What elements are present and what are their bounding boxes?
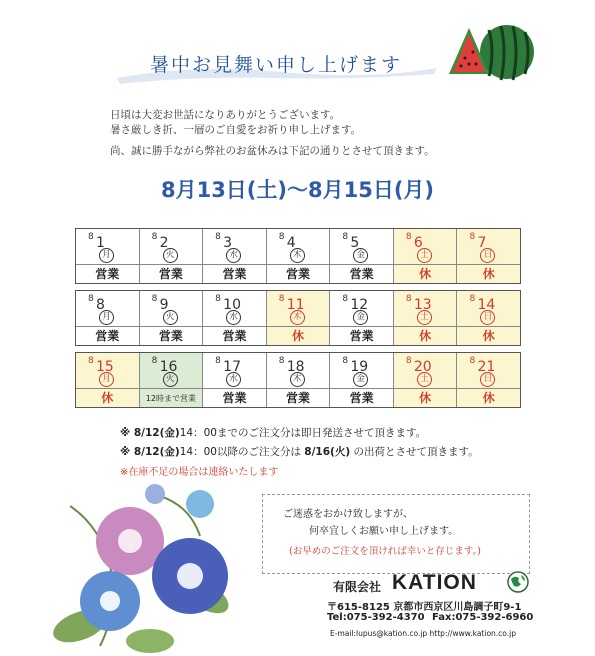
day-number: 19	[350, 359, 369, 375]
calendar-day	[393, 291, 457, 345]
day-number: 3	[223, 235, 233, 251]
day-month: 8	[342, 294, 349, 304]
day-month: 8	[215, 294, 221, 304]
day-status: 休	[292, 329, 305, 343]
calendar-day	[76, 229, 139, 283]
company-contact-web: E-mail:lupus@kation.co.jp http://www.kation.co.jp	[330, 629, 516, 638]
calendar-day	[76, 291, 139, 345]
day-number: 1	[96, 235, 105, 251]
day-header	[457, 291, 520, 327]
day-month: 8	[215, 356, 221, 366]
day-header	[140, 291, 203, 327]
holiday-period-banner: 8月13日(土)～8月15日(月)	[160, 178, 435, 202]
day-header	[330, 229, 393, 265]
day-number: 18	[286, 359, 305, 375]
day-status: 営業	[222, 267, 247, 281]
day-header	[267, 353, 330, 389]
day-number: 14	[477, 297, 496, 313]
weekday-badge: 水	[226, 248, 241, 263]
message-line-3: (お早めのご注文を頂ければ幸いと存じます。)	[289, 546, 481, 557]
day-month: 8	[151, 294, 158, 304]
calendar-day	[266, 353, 330, 407]
weekday-badge: 木	[290, 372, 305, 387]
day-status: 12時まで営業	[145, 394, 196, 403]
day-month: 8	[405, 294, 412, 304]
day-month: 8	[151, 232, 158, 242]
day-number: 16	[159, 359, 178, 375]
note-ship-date: 8/16(火)	[304, 446, 351, 458]
day-status: 休	[101, 391, 114, 405]
calendar-day	[329, 353, 393, 407]
day-number: 20	[413, 359, 432, 375]
day-status: 営業	[158, 267, 183, 281]
calendar-week	[75, 290, 521, 346]
day-header	[330, 353, 393, 389]
day-month: 8	[342, 232, 349, 242]
day-header	[76, 353, 139, 389]
weekday-badge: 日	[480, 248, 495, 263]
weekday-badge: 月	[99, 372, 114, 387]
calendar-day	[456, 229, 520, 283]
day-header	[394, 291, 457, 327]
calendar-day	[329, 291, 393, 345]
day-month: 8	[405, 232, 412, 242]
page-title: 暑中お見舞い申し上げます	[150, 54, 403, 76]
day-month: 8	[215, 232, 221, 242]
day-number: 4	[286, 235, 296, 251]
day-status: 休	[419, 267, 432, 281]
day-month: 8	[469, 294, 476, 304]
calendar-day	[456, 291, 520, 345]
calendar-day	[393, 353, 457, 407]
company-address: 〒615-8125 京都市西京区川島調子町9-1	[327, 602, 522, 613]
day-status: 営業	[95, 267, 120, 281]
day-number: 8	[96, 297, 105, 313]
weekday-badge: 水	[226, 372, 241, 387]
calendar-day	[202, 229, 266, 283]
message-line-2: 何卒宜しくお願い申し上げます。	[309, 526, 459, 537]
day-month: 8	[88, 356, 94, 366]
day-number: 17	[223, 359, 241, 375]
day-status: 営業	[286, 267, 311, 281]
day-header	[394, 353, 457, 389]
weekday-badge: 火	[163, 248, 178, 263]
day-status: 営業	[158, 329, 183, 343]
note-text: 14：00までのご注文分は即日発送させて頂きます。	[179, 427, 427, 439]
calendar-day	[202, 353, 266, 407]
day-month: 8	[342, 356, 349, 366]
day-header	[203, 291, 266, 327]
calendar-day	[139, 291, 203, 345]
calendar-day	[456, 353, 520, 407]
company-phone: Tel:075-392-4370	[327, 612, 425, 623]
note-text: の出荷とさせて頂きます。	[350, 446, 479, 458]
day-number: 10	[223, 297, 241, 313]
note-text: 14：00以降のご注文分は	[179, 446, 305, 458]
day-status: 営業	[349, 267, 374, 281]
weekday-badge: 火	[163, 310, 178, 325]
calendar-day	[266, 291, 330, 345]
day-status: 営業	[349, 329, 374, 343]
day-header	[76, 291, 139, 327]
day-status: 休	[419, 391, 432, 405]
weekday-badge: 日	[480, 310, 495, 325]
shipping-note-2	[120, 444, 479, 459]
day-header	[330, 291, 393, 327]
calendar-day	[393, 229, 457, 283]
weekday-badge: 日	[480, 372, 495, 387]
day-status: 営業	[222, 329, 247, 343]
weekday-badge: 火	[163, 372, 178, 387]
calendar-day	[202, 291, 266, 345]
day-number: 9	[159, 297, 169, 313]
globe-logo-icon	[506, 570, 530, 594]
day-number: 5	[350, 235, 360, 251]
day-month: 8	[469, 356, 476, 366]
day-number: 15	[96, 359, 114, 375]
note-date: ※ 8/12(金)	[120, 446, 180, 458]
day-header	[140, 229, 203, 265]
greeting-line-2: 暑さ厳しき折、一層のご自愛をお祈り申し上げます。	[110, 124, 362, 136]
weekday-badge: 金	[353, 372, 368, 387]
day-status: 営業	[95, 329, 120, 343]
day-header	[203, 353, 266, 389]
day-number: 2	[159, 235, 169, 251]
day-number: 7	[477, 235, 487, 251]
day-month: 8	[405, 356, 412, 366]
weekday-badge: 金	[353, 310, 368, 325]
weekday-badge: 土	[417, 248, 432, 263]
day-header	[203, 229, 266, 265]
day-month: 8	[278, 294, 285, 304]
day-status: 休	[482, 329, 495, 343]
day-month: 8	[278, 232, 285, 242]
day-number: 13	[413, 297, 432, 313]
calendar-day	[139, 353, 203, 407]
weekday-badge: 木	[290, 248, 305, 263]
weekday-badge: 月	[99, 248, 114, 263]
day-month: 8	[151, 356, 158, 366]
day-number: 11	[286, 297, 305, 313]
day-status: 休	[419, 329, 432, 343]
company-name: KATION	[392, 571, 477, 594]
weekday-badge: 木	[290, 310, 305, 325]
company-type-label: 有限会社	[333, 580, 382, 594]
day-number: 12	[350, 297, 369, 313]
day-header	[267, 229, 330, 265]
calendar-week	[75, 228, 521, 284]
day-month: 8	[278, 356, 285, 366]
weekday-badge: 水	[226, 310, 241, 325]
calendar-day	[266, 229, 330, 283]
stock-note: ※在庫不足の場合は連絡いたします	[120, 467, 279, 478]
day-header	[457, 229, 520, 265]
watermelon-illustration	[445, 22, 537, 86]
day-status: 営業	[222, 391, 247, 405]
day-number: 21	[477, 359, 496, 375]
weekday-badge: 月	[99, 310, 114, 325]
day-header	[394, 229, 457, 265]
day-status: 営業	[286, 391, 311, 405]
notice-line: 尚、誠に勝手ながら弊社のお盆休みは下記の通りとさせて頂きます。	[110, 145, 435, 157]
weekday-badge: 土	[417, 372, 432, 387]
greeting-line-1: 日頃は大変お世話になりありがとうございます。	[110, 109, 341, 121]
day-status: 営業	[349, 391, 374, 405]
day-status: 休	[482, 267, 495, 281]
day-month: 8	[88, 232, 94, 242]
day-header	[267, 291, 330, 327]
day-header	[457, 353, 520, 389]
message-line-1: ご迷惑をおかけ致しますが、	[283, 509, 413, 520]
calendar-day	[329, 229, 393, 283]
day-month: 8	[88, 294, 94, 304]
day-month: 8	[469, 232, 476, 242]
day-number: 6	[413, 235, 423, 251]
calendar-day	[76, 353, 139, 407]
weekday-badge: 土	[417, 310, 432, 325]
calendar-week	[75, 352, 521, 408]
morning-glory-illustration	[40, 476, 255, 656]
day-status: 休	[482, 391, 495, 405]
message-box	[262, 494, 530, 574]
day-header	[140, 353, 203, 389]
calendar-day	[139, 229, 203, 283]
note-date: ※ 8/12(金)	[120, 427, 180, 439]
day-header	[76, 229, 139, 265]
company-fax: Fax:075-392-6960	[432, 612, 534, 623]
weekday-badge: 金	[353, 248, 368, 263]
shipping-note-1	[120, 425, 426, 440]
